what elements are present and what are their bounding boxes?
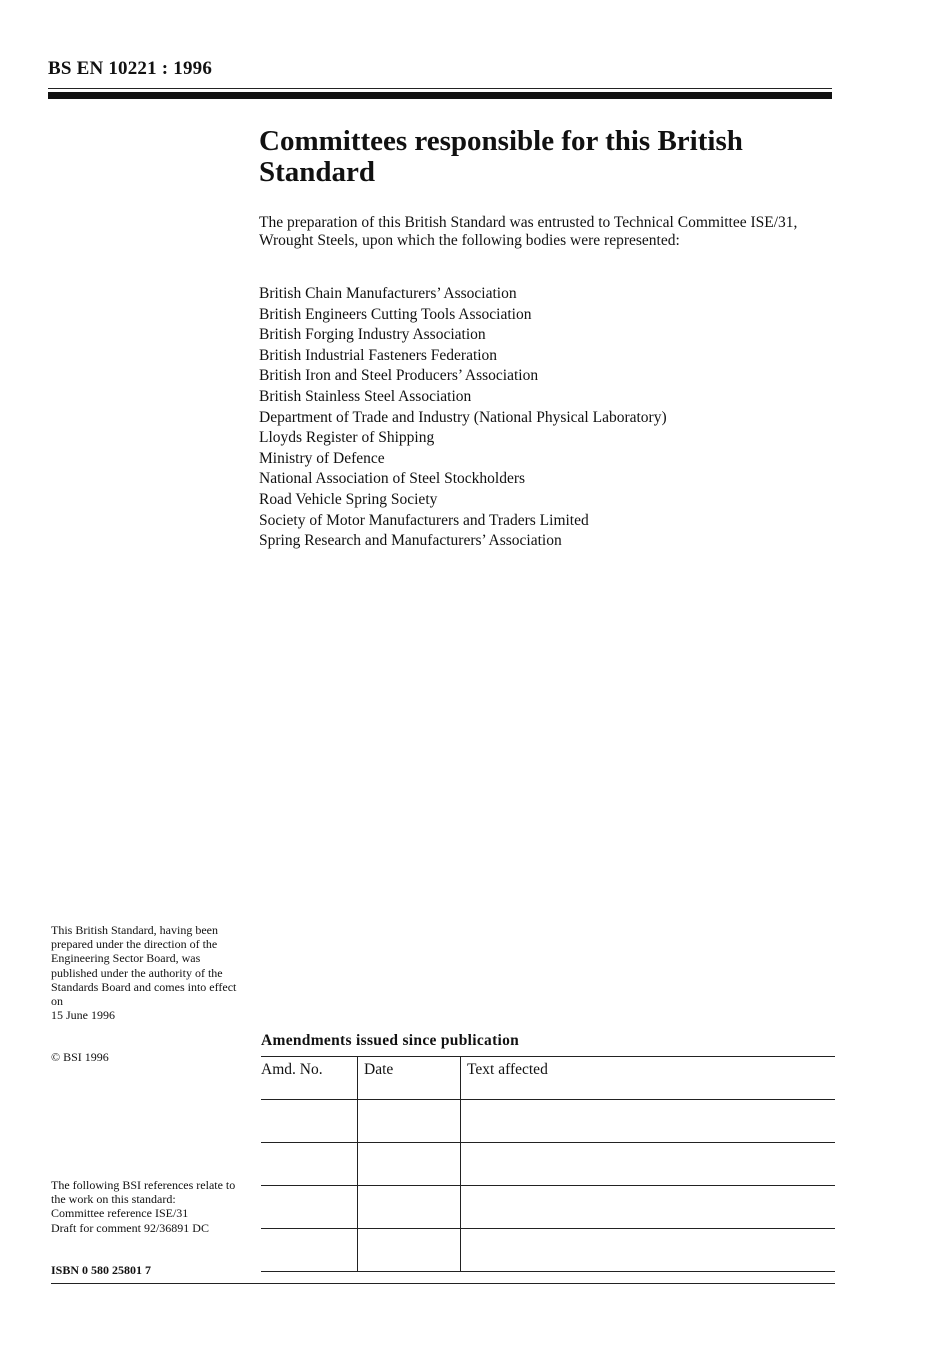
represented-bodies-list: [259, 284, 819, 552]
table-row: [261, 1100, 835, 1143]
body-item: British Forging Industry Association: [259, 326, 486, 344]
body-item: Road Vehicle Spring Society: [259, 490, 438, 508]
references-intro: The following BSI references relate to the work on this standard:: [51, 1178, 236, 1207]
intro-paragraph: The preparation of this British Standard was entrusted to Technical Committee ISE/31, Wrought Steels, upon which the following bodies were represented:: [259, 214, 798, 249]
body-item: British Chain Manufacturers’ Association: [259, 285, 517, 302]
body-item: Ministry of Defence: [259, 449, 385, 467]
table-cell: [461, 1143, 836, 1186]
table-row: [261, 1186, 835, 1229]
copyright: © BSI 1996: [51, 1050, 109, 1064]
table-cell: [261, 1100, 358, 1143]
table-cell: [461, 1100, 836, 1143]
column-header-amd-no: Amd. No.: [261, 1057, 358, 1100]
table-header-row: [261, 1057, 835, 1100]
effective-date: 15 June 1996: [51, 1008, 115, 1023]
table-cell: [261, 1229, 358, 1272]
publication-note: [51, 923, 246, 1022]
body-item: National Association of Steel Stockholders: [259, 470, 526, 488]
page-title: Committees responsible for this British Standard: [259, 125, 743, 188]
column-header-date: Date: [358, 1057, 461, 1100]
table-cell: [261, 1186, 358, 1229]
header-rule-thick: [48, 92, 832, 99]
body-item: Society of Motor Manufacturers and Traders Limited: [259, 511, 589, 529]
body-item: British Iron and Steel Producers’ Association: [259, 367, 539, 385]
table-cell: [461, 1186, 836, 1229]
isbn: ISBN 0 580 25801 7: [51, 1263, 152, 1277]
amendments-table: [261, 1056, 835, 1272]
body-item: British Industrial Fasteners Federation: [259, 346, 498, 364]
table-cell: [358, 1143, 461, 1186]
body-item: Spring Research and Manufacturers’ Association: [259, 532, 562, 550]
table-row: [261, 1143, 835, 1186]
footer-rule: [51, 1283, 835, 1284]
table-cell: [358, 1229, 461, 1272]
draft-reference: Draft for comment 92/36891 DC: [51, 1220, 209, 1235]
table-cell: [461, 1229, 836, 1272]
body-item: Lloyds Register of Shipping: [259, 429, 435, 447]
body-item: British Engineers Cutting Tools Association: [259, 305, 532, 323]
header-rule-thin: [48, 88, 832, 89]
amendments-title: Amendments issued since publication: [261, 1032, 520, 1049]
table-row: [261, 1229, 835, 1272]
publication-text: This British Standard, having been prepared under the direction of the Engineering Sector Board, was published under the authority of the Standards Board and comes into effect on: [51, 923, 237, 1009]
committee-reference: Committee reference ISE/31: [51, 1206, 189, 1221]
bsi-references: [51, 1178, 246, 1235]
table-cell: [261, 1143, 358, 1186]
standard-code: BS EN 10221 : 1996: [48, 58, 213, 79]
column-header-text-affected: Text affected: [461, 1057, 836, 1100]
table-cell: [358, 1100, 461, 1143]
body-item: Department of Trade and Industry (National Physical Laboratory): [259, 408, 667, 426]
body-item: British Stainless Steel Association: [259, 387, 472, 405]
table-cell: [358, 1186, 461, 1229]
